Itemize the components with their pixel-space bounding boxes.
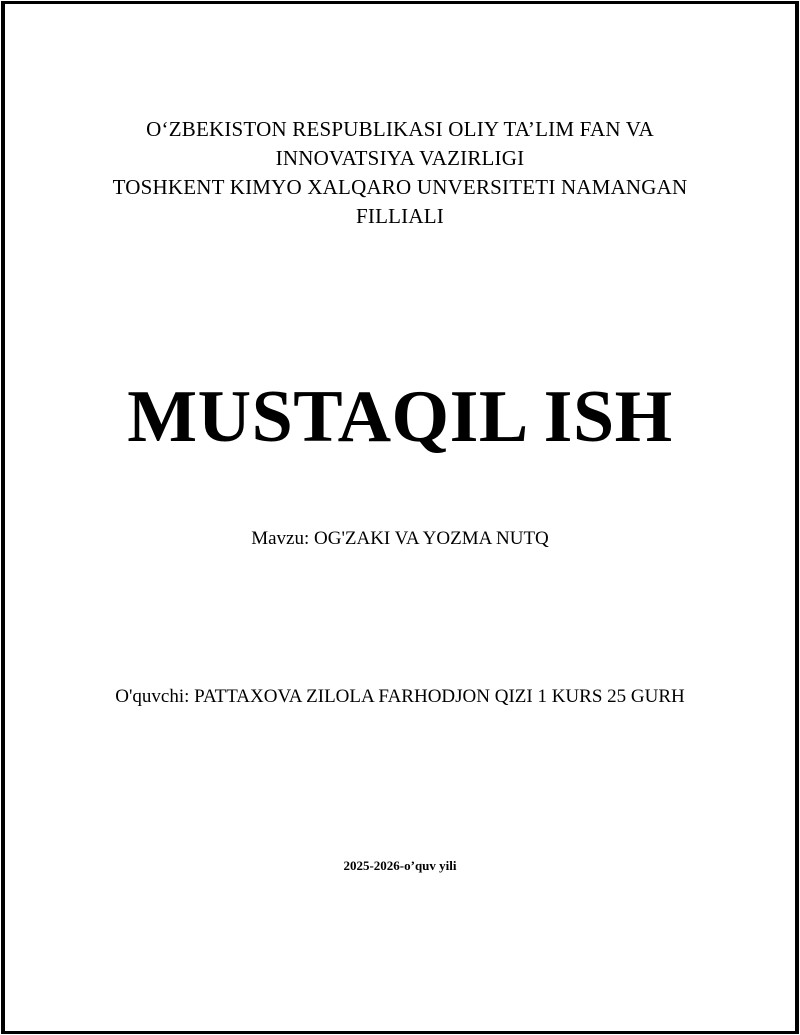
topic-line: Mavzu: OG'ZAKI VA YOZMA NUTQ xyxy=(251,528,549,549)
ministry-header-line-1: O‘ZBEKISTON RESPUBLIKASI OLIY TA’LIM FAN VA xyxy=(146,117,654,141)
university-header-line-2: FILLIALI xyxy=(356,204,444,228)
university-header-line-1: TOSHKENT KIMYO XALQARO UNVERSITETI NAMANGAN xyxy=(112,175,688,199)
student-line: O'quvchi: PATTAXOVA ZILOLA FARHODJON QIZI 1 KURS 25 GURH xyxy=(115,686,685,707)
academic-year: 2025-2026-o’quv yili xyxy=(343,858,457,873)
document-title: MUSTAQIL ISH xyxy=(127,376,673,458)
ministry-header xyxy=(40,115,760,231)
ministry-header-line-2: INNOVATSIYA VAZIRLIGI xyxy=(275,146,525,170)
